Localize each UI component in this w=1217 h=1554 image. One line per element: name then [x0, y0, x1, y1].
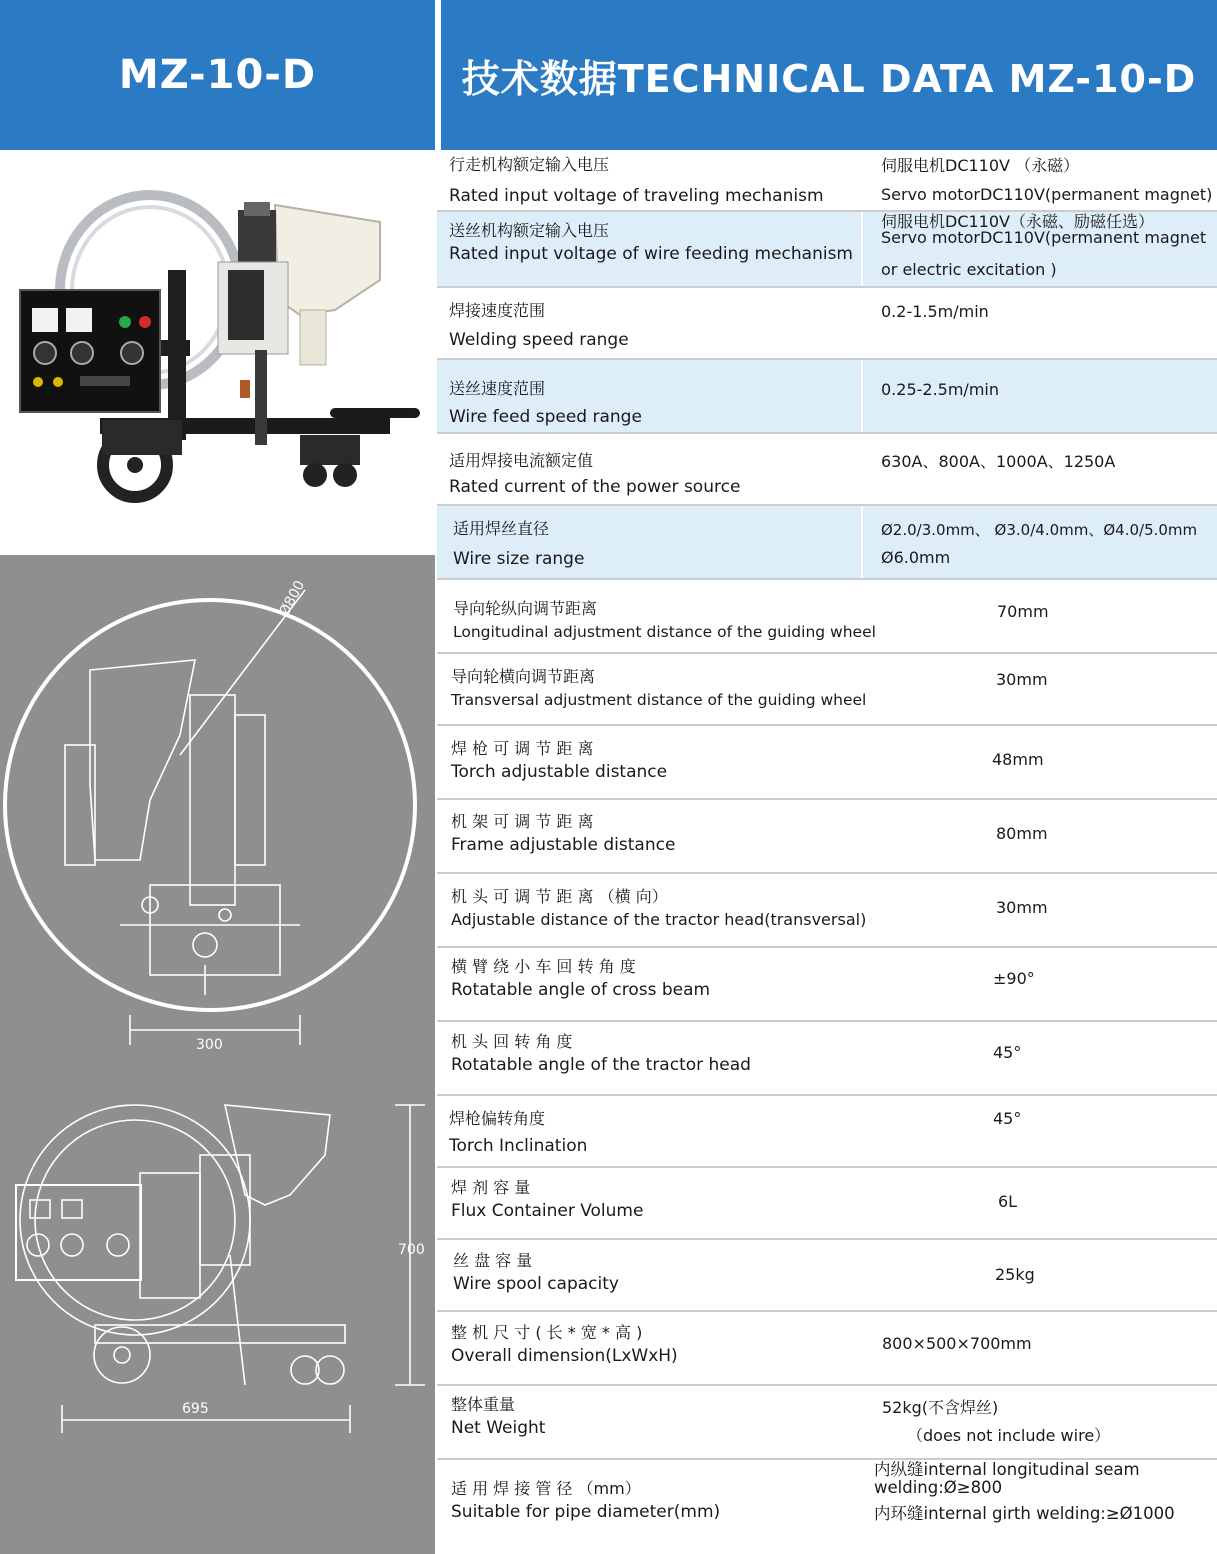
row-value: 伺服电机DC110V （永磁）: [881, 156, 1080, 175]
row-value-2: Servo motorDC110V(permanent magnet): [881, 185, 1213, 204]
spec-table: [437, 150, 1217, 1554]
row-label-zh: 适用焊丝直径: [453, 519, 550, 538]
dim-width-top: 300: [196, 1037, 223, 1053]
row-value: 0.2-1.5m/min: [881, 302, 989, 321]
row-label-zh: 焊 剂 容 量: [451, 1178, 531, 1197]
row-label-zh: 丝 盘 容 量: [453, 1251, 533, 1270]
welding-tractor-illustration: [0, 150, 435, 555]
model-title: MZ-10-D: [118, 52, 317, 98]
row-label-en: Rated current of the power source: [449, 477, 741, 497]
row-label-zh: 导向轮纵向调节距离: [453, 599, 598, 618]
row-label-en: Wire feed speed range: [449, 407, 642, 427]
table-row: [437, 1312, 1217, 1386]
table-row: [437, 654, 1217, 726]
row-value-2: （does not include wire）: [907, 1426, 1111, 1445]
row-value: 内纵缝internal longitudinal seam: [874, 1460, 1140, 1479]
row-label-zh: 适用焊接电流额定值: [449, 451, 594, 470]
row-label-zh: 焊 枪 可 调 节 距 离: [451, 739, 594, 758]
row-label-zh: 机 头 回 转 角 度: [451, 1032, 573, 1051]
table-row: [437, 1168, 1217, 1240]
row-value: 52kg(不含焊丝): [882, 1398, 999, 1417]
table-row: [437, 360, 1217, 434]
row-value-3: or electric excitation ): [881, 260, 1057, 279]
row-label-en: Wire size range: [453, 549, 585, 569]
dimension-drawing: [0, 555, 435, 1554]
row-label-zh: 机 架 可 调 节 距 离: [451, 812, 594, 831]
product-photo: [0, 150, 435, 555]
table-row: [437, 1386, 1217, 1460]
row-value: 30mm: [996, 898, 1048, 917]
row-value: 48mm: [992, 750, 1044, 769]
row-label-en: Suitable for pipe diameter(mm): [451, 1502, 721, 1522]
table-row: [437, 726, 1217, 800]
row-label-zh: 横 臂 绕 小 车 回 转 角 度: [451, 957, 636, 976]
table-row: [437, 874, 1217, 948]
row-label-en: Overall dimension(LxWxH): [451, 1346, 678, 1366]
row-value: Ø2.0/3.0mm、 Ø3.0/4.0mm、Ø4.0/5.0mm: [881, 521, 1198, 539]
row-label-en: Rated input voltage of wire feeding mechanism: [449, 244, 853, 264]
row-label-zh: 送丝机构额定输入电压: [449, 221, 610, 240]
row-label-zh: 机 头 可 调 节 距 离 （横 向）: [451, 887, 668, 906]
row-value: 25kg: [995, 1265, 1035, 1284]
row-value: 45°: [993, 1109, 1022, 1128]
row-value-2: Servo motorDC110V(permanent magnet: [881, 228, 1207, 247]
row-label-en: Longitudinal adjustment distance of the guiding wheel: [453, 623, 876, 641]
row-label-en: Rotatable angle of the tractor head: [451, 1055, 751, 1075]
table-row: [437, 288, 1217, 360]
dim-height: 700: [398, 1242, 425, 1258]
page-title: 技术数据TECHNICAL DATA MZ-10-D: [461, 56, 1197, 101]
row-label-zh: 整体重量: [451, 1395, 516, 1414]
row-value-2: welding:Ø≥800: [874, 1478, 1003, 1497]
row-value: 30mm: [996, 670, 1048, 689]
table-row: [437, 506, 1217, 580]
dim-diameter: Ø800: [276, 578, 309, 619]
row-value: 80mm: [996, 824, 1048, 843]
row-label-en: Torch Inclination: [449, 1136, 588, 1156]
dim-width-bottom: 695: [182, 1401, 209, 1417]
table-row: [437, 1096, 1217, 1168]
row-label-en: Wire spool capacity: [453, 1274, 619, 1294]
row-label-zh: 适 用 焊 接 管 径 （mm）: [451, 1479, 641, 1498]
row-label-zh: 导向轮横向调节距离: [451, 667, 596, 686]
row-label-en: Rated input voltage of traveling mechanism: [449, 186, 824, 206]
row-label-en: Flux Container Volume: [451, 1201, 644, 1221]
row-value: 0.25-2.5m/min: [881, 380, 999, 399]
row-label-en: Adjustable distance of the tractor head(transversal): [451, 910, 867, 929]
row-label-zh: 焊枪偏转角度: [449, 1109, 546, 1128]
technical-drawing: [0, 555, 435, 1554]
header-right: [441, 0, 1217, 150]
row-label-en: Rotatable angle of cross beam: [451, 980, 711, 1000]
row-label-zh: 整 机 尺 寸 ( 长 * 宽 * 高 ): [451, 1323, 643, 1342]
row-value: 630A、800A、1000A、1250A: [881, 452, 1116, 471]
row-label-en: Torch adjustable distance: [451, 762, 668, 782]
row-value: 70mm: [997, 602, 1049, 621]
row-value: 伺服电机DC110V（永磁、励磁任选）: [881, 212, 1154, 231]
row-value-2: Ø6.0mm: [881, 548, 951, 567]
table-row: [437, 150, 1217, 212]
row-value: 800×500×700mm: [882, 1334, 1032, 1353]
table-row: [437, 580, 1217, 654]
header-left: [0, 0, 435, 150]
row-label-en: Net Weight: [451, 1418, 546, 1438]
row-value: 6L: [998, 1192, 1018, 1211]
row-label-zh: 焊接速度范围: [449, 301, 546, 320]
row-label-zh: 送丝速度范围: [449, 379, 546, 398]
table-row: [437, 1460, 1217, 1552]
table-row: [437, 1240, 1217, 1312]
row-label-en: Transversal adjustment distance of the guiding wheel: [451, 691, 867, 709]
row-value: 45°: [993, 1043, 1022, 1062]
row-label-zh: 行走机构额定输入电压: [449, 155, 610, 174]
table-row: [437, 434, 1217, 506]
row-value-3: 内环缝internal girth welding:≥Ø1000: [874, 1504, 1175, 1523]
table-row: [437, 800, 1217, 874]
table-row: [437, 948, 1217, 1022]
row-value: ±90°: [993, 969, 1035, 988]
table-row: [437, 212, 1217, 288]
table-row: [437, 1022, 1217, 1096]
row-label-en: Welding speed range: [449, 330, 629, 350]
row-label-en: Frame adjustable distance: [451, 835, 676, 855]
